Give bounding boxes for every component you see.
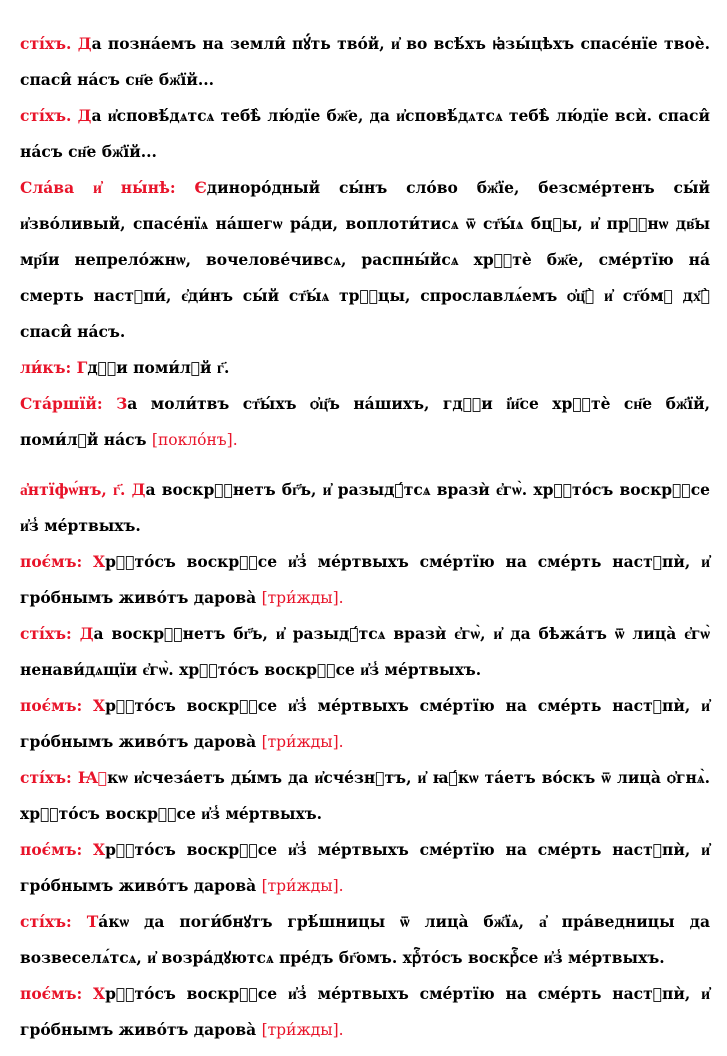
refrain-paragraph-1 <box>20 544 710 616</box>
verse-text: диноро́дный сы́нъ сло́во бж҃їе, безсме́ртенъ сы́й и҆зво́ливый, спасе́нїѧ на́шегѡ ра́ди, воплоти́тисѧ ѿ ст҃ы́ѧ бцⷣы, и҆ прⷭ҇нѡ дв҃ы мр҃і́и непрело́жнѡ, вочелове́чивсѧ, распны́йсѧ хрⷭ҇тѐ бж҃е, сме́ртїю на́ смерть настꙋпи́, є҆ди́нъ сы́й ст҃ы́ѧ трⷪ҇цы, спрославлѧ́емъ ѻ҆ц҃ꙋ̀ и҆ ст҃о́мꙋ дх҃ꙋ̀ спаси̂ на́съ. <box>20 178 710 341</box>
verse-paragraph-3 <box>20 616 710 688</box>
rubric-label: ли́къ: <box>20 358 72 377</box>
drop-initial: Х <box>93 840 106 859</box>
choir-paragraph <box>20 350 710 386</box>
verse-text: а воскрⷭ҇нетъ бг҃ъ, и҆ разыдꙋ́тсѧ вразѝ є҆гѡ̀. хрⷭ҇то́съ воскрⷭ҇се и҆з̾ ме́ртвыхъ. <box>20 480 711 535</box>
drop-initial: Х <box>93 552 106 571</box>
section-spacer <box>20 458 710 472</box>
drop-initial: З <box>116 394 128 413</box>
drop-initial: Х <box>93 696 106 715</box>
drop-initial: Д <box>131 480 146 499</box>
rubric-label: поє́мъ: <box>20 984 83 1003</box>
drop-initial: Г <box>76 358 88 377</box>
rubric-label: Ста́ршїй: <box>20 394 103 413</box>
thrice-rubric: [три́жды]. <box>261 1021 344 1039</box>
verse-text: кѡ и҆счеза́етъ ды́мъ да и҆сче́знꙋтъ, и҆ ꙗ҆́кѡ та́етъ во́скъ ѿ лица̀ ѻ҆гнѧ̀. хрⷭ҇то́съ воскрⷭ҇се и҆з̾ ме́ртвыхъ. <box>20 768 710 823</box>
thrice-rubric: [три́жды]. <box>261 733 344 751</box>
rubric-label: поє́мъ: <box>20 552 83 571</box>
verse-text: рⷭ҇то́съ воскрⷭ҇се и҆з̾ ме́ртвыхъ сме́ртїю на сме́рть настꙋпѝ, и҆ гро́бнымъ живо́тъ дарова̀ <box>20 984 710 1039</box>
verse-paragraph-5 <box>20 904 710 976</box>
drop-initial: Д <box>77 106 92 125</box>
verse-text: а воскрⷭ҇нетъ бг҃ъ, и҆ разыдꙋ́тсѧ вразѝ є҆гѡ̀, и҆ да бѣжа́тъ ѿ лица̀ є҆гѡ̀ ненави́дѧщїи є҆гѡ̀. хрⷭ҇то́съ воскрⷭ҇се и҆з̾ ме́ртвыхъ. <box>20 624 710 679</box>
liturgical-text-page <box>20 26 710 1048</box>
drop-initial: Д <box>77 34 92 53</box>
refrain-paragraph-4 <box>20 976 710 1048</box>
refrain-paragraph-3 <box>20 832 710 904</box>
verse-text: а́кѡ да поги́бнꙋтъ грѣ́шницы ѿ лица̀ бж҃їѧ, а҆ пра́ведницы да возвеселѧ́тсѧ, и҆ возра́дꙋютсѧ пре́дъ бг҃омъ. хрⷭ҇то́съ воскрⷭ҇се и҆з̾ ме́ртвыхъ. <box>20 912 710 967</box>
drop-initial: Т <box>86 912 99 931</box>
antiphon-paragraph <box>20 472 710 544</box>
verse-text: дⷭ҇и поми́лꙋй г҃. <box>87 358 230 377</box>
verse-text: рⷭ҇то́съ воскрⷭ҇се и҆з̾ ме́ртвыхъ сме́ртїю на сме́рть настꙋпѝ, и҆ гро́бнымъ живо́тъ дарова̀ <box>20 552 710 607</box>
rubric-label: а҆нтїфѡ́нъ, г҃. <box>20 480 126 499</box>
bow-rubric: [покло́нъ]. <box>151 431 238 449</box>
thrice-rubric: [три́жды]. <box>261 877 344 895</box>
verse-paragraph-2 <box>20 98 710 170</box>
glory-paragraph <box>20 170 710 350</box>
rubric-label: сті́хъ: <box>20 624 72 643</box>
thrice-rubric: [три́жды]. <box>261 589 344 607</box>
elder-paragraph <box>20 386 710 458</box>
drop-initial: Д <box>79 624 94 643</box>
verse-paragraph-1 <box>20 26 710 98</box>
rubric-label: сті́хъ. <box>20 34 72 53</box>
drop-initial: Х <box>93 984 106 1003</box>
rubric-label: поє́мъ: <box>20 840 83 859</box>
verse-text: рⷭ҇то́съ воскрⷭ҇се и҆з̾ ме́ртвыхъ сме́ртїю на сме́рть настꙋпѝ, и҆ гро́бнымъ живо́тъ дарова̀ <box>20 696 710 751</box>
drop-initial: Ꙗ҆ <box>77 768 108 787</box>
verse-text: а моли́твъ ст҃ы́хъ ѻ҆ц҃ъ на́шихъ, гдⷭ҇и і҆и҃се хрⷭ҇тѐ сн҃е бж҃їй, поми́лꙋй на́съ <box>20 394 710 449</box>
rubric-label: сті́хъ: <box>20 768 72 787</box>
refrain-paragraph-2 <box>20 688 710 760</box>
drop-initial: Є <box>194 178 207 197</box>
verse-text: а и҆сповѣ́дѧтсѧ тебѣ̀ лю́дїе бж҃е, да и҆сповѣ́дѧтсѧ тебѣ̀ лю́дїе всѝ. спаси̂ на́съ сн҃е бж҃їй... <box>20 106 710 161</box>
rubric-label: сті́хъ: <box>20 912 72 931</box>
rubric-label: Сла́ва и҆ ны́нѣ: <box>20 178 176 197</box>
verse-paragraph-4 <box>20 760 710 832</box>
verse-text: рⷭ҇то́съ воскрⷭ҇се и҆з̾ ме́ртвыхъ сме́ртїю на сме́рть настꙋпѝ, и҆ гро́бнымъ живо́тъ дарова̀ <box>20 840 710 895</box>
rubric-label: поє́мъ: <box>20 696 83 715</box>
verse-text: а позна́емъ на земли̂ пꙋ́ть тво́й, и҆ во всѣ́хъ ꙗ҆зы́цѣхъ спасе́нїе твоѐ. спаси̂ на́съ сн҃е бж҃їй... <box>20 34 710 89</box>
rubric-label: сті́хъ. <box>20 106 72 125</box>
